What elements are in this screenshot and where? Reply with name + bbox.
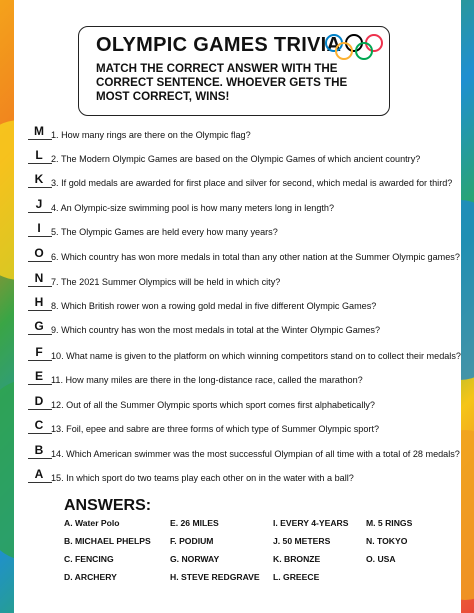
answers-heading: ANSWERS: — [64, 497, 152, 514]
question-item — [28, 197, 458, 219]
question-text: 15. In which sport do two teams play each other on in the water with a ball? — [51, 473, 354, 483]
question-item — [28, 246, 458, 268]
answer-option: B. MICHAEL PHELPS — [64, 536, 151, 546]
answer-slot[interactable]: B — [34, 443, 44, 457]
question-text: 4. An Olympic-size swimming pool is how many meters long in length? — [51, 203, 335, 213]
answer-option: G. NORWAY — [170, 554, 220, 564]
answer-option: I. EVERY 4-YEARS — [273, 518, 349, 528]
answer-line — [28, 334, 52, 335]
answer-line — [28, 236, 52, 237]
question-item — [28, 172, 458, 194]
answer-line — [28, 482, 52, 483]
answer-slot[interactable]: E — [34, 369, 43, 383]
answer-slot[interactable]: K — [34, 172, 44, 186]
answer-line — [28, 212, 52, 213]
answer-line — [28, 187, 52, 188]
answer-line — [28, 139, 52, 140]
answer-slot[interactable]: H — [34, 295, 44, 309]
question-text: 14. Which American swimmer was the most successful Olympian of all time with a total of 28 medals? — [51, 449, 460, 459]
answer-option: N. TOKYO — [366, 536, 408, 546]
question-text: 7. The 2021 Summer Olympics will be held in which city? — [51, 277, 281, 287]
answer-line — [28, 384, 52, 385]
answer-line — [28, 286, 52, 287]
answer-slot[interactable]: C — [34, 418, 44, 432]
answer-line — [28, 163, 52, 164]
question-item — [28, 148, 458, 170]
answer-option: E. 26 MILES — [170, 518, 219, 528]
question-item — [28, 319, 458, 341]
question-text: 6. Which country has won more medals in total than any other nation at the Summer Olympic games? — [51, 252, 460, 262]
question-text: 1. How many rings are there on the Olympic flag? — [51, 130, 251, 140]
answer-option: O. USA — [366, 554, 396, 564]
answer-option: C. FENCING — [64, 554, 114, 564]
question-item — [28, 394, 458, 416]
question-item — [28, 369, 458, 391]
answer-slot[interactable]: L — [35, 148, 43, 162]
answer-option: H. STEVE REDGRAVE — [170, 572, 260, 582]
answer-option: L. GREECE — [273, 572, 320, 582]
answer-slot[interactable]: M — [34, 124, 44, 138]
instructions: MATCH THE CORRECT ANSWER WITH THE CORRECT SENTENCE. WHOEVER GETS THE MOST CORRECT, WINS! — [96, 62, 348, 103]
olympic-rings-icon — [324, 33, 384, 61]
answer-slot[interactable]: A — [34, 467, 44, 481]
question-item — [28, 443, 458, 465]
question-text: 9. Which country has won the most medals in total at the Winter Olympic Games? — [51, 325, 381, 335]
question-item — [28, 418, 458, 440]
answer-line — [28, 261, 52, 262]
answer-slot[interactable]: G — [34, 319, 44, 333]
question-item — [28, 124, 458, 146]
answer-line — [28, 433, 52, 434]
answer-line — [28, 360, 52, 361]
answer-line — [28, 458, 52, 459]
question-text: 12. Out of all the Summer Olympic sports which sport comes first alphabetically? — [51, 400, 375, 410]
answer-slot[interactable]: O — [34, 246, 44, 260]
question-text: 2. The Modern Olympic Games are based on the Olympic Games of which ancient country? — [51, 154, 421, 164]
answer-slot[interactable]: D — [34, 394, 44, 408]
answer-slot[interactable]: I — [37, 221, 41, 235]
answer-option: M. 5 RINGS — [366, 518, 413, 528]
page-title: OLYMPIC GAMES TRIVIA — [96, 34, 342, 56]
answer-option: D. ARCHERY — [64, 572, 117, 582]
question-text: 5. The Olympic Games are held every how many years? — [51, 227, 278, 237]
question-item — [28, 271, 458, 293]
answer-option: J. 50 METERS — [273, 536, 331, 546]
question-item — [28, 467, 458, 489]
question-text: 10. What name is given to the platform on which winning competitors stand on to collect their medals? — [51, 351, 461, 361]
answer-option: F. PODIUM — [170, 536, 214, 546]
answer-slot[interactable]: F — [35, 345, 43, 359]
answer-line — [28, 310, 52, 311]
question-text: 8. Which British rower won a rowing gold medal in five different Olympic Games? — [51, 301, 377, 311]
answer-option: K. BRONZE — [273, 554, 321, 564]
question-item — [28, 345, 461, 367]
answer-line — [28, 409, 52, 410]
answer-slot[interactable]: J — [35, 197, 43, 211]
question-item — [28, 221, 458, 243]
answer-option: A. Water Polo — [64, 518, 120, 528]
question-text: 11. How many miles are there in the long-distance race, called the marathon? — [51, 375, 363, 385]
question-item — [28, 295, 458, 317]
answer-slot[interactable]: N — [34, 271, 44, 285]
question-text: 3. If gold medals are awarded for first place and silver for second, which medal is awarded for third? — [51, 178, 453, 188]
question-text: 13. Foil, epee and sabre are three forms of which type of Summer Olympic sport? — [51, 424, 380, 434]
